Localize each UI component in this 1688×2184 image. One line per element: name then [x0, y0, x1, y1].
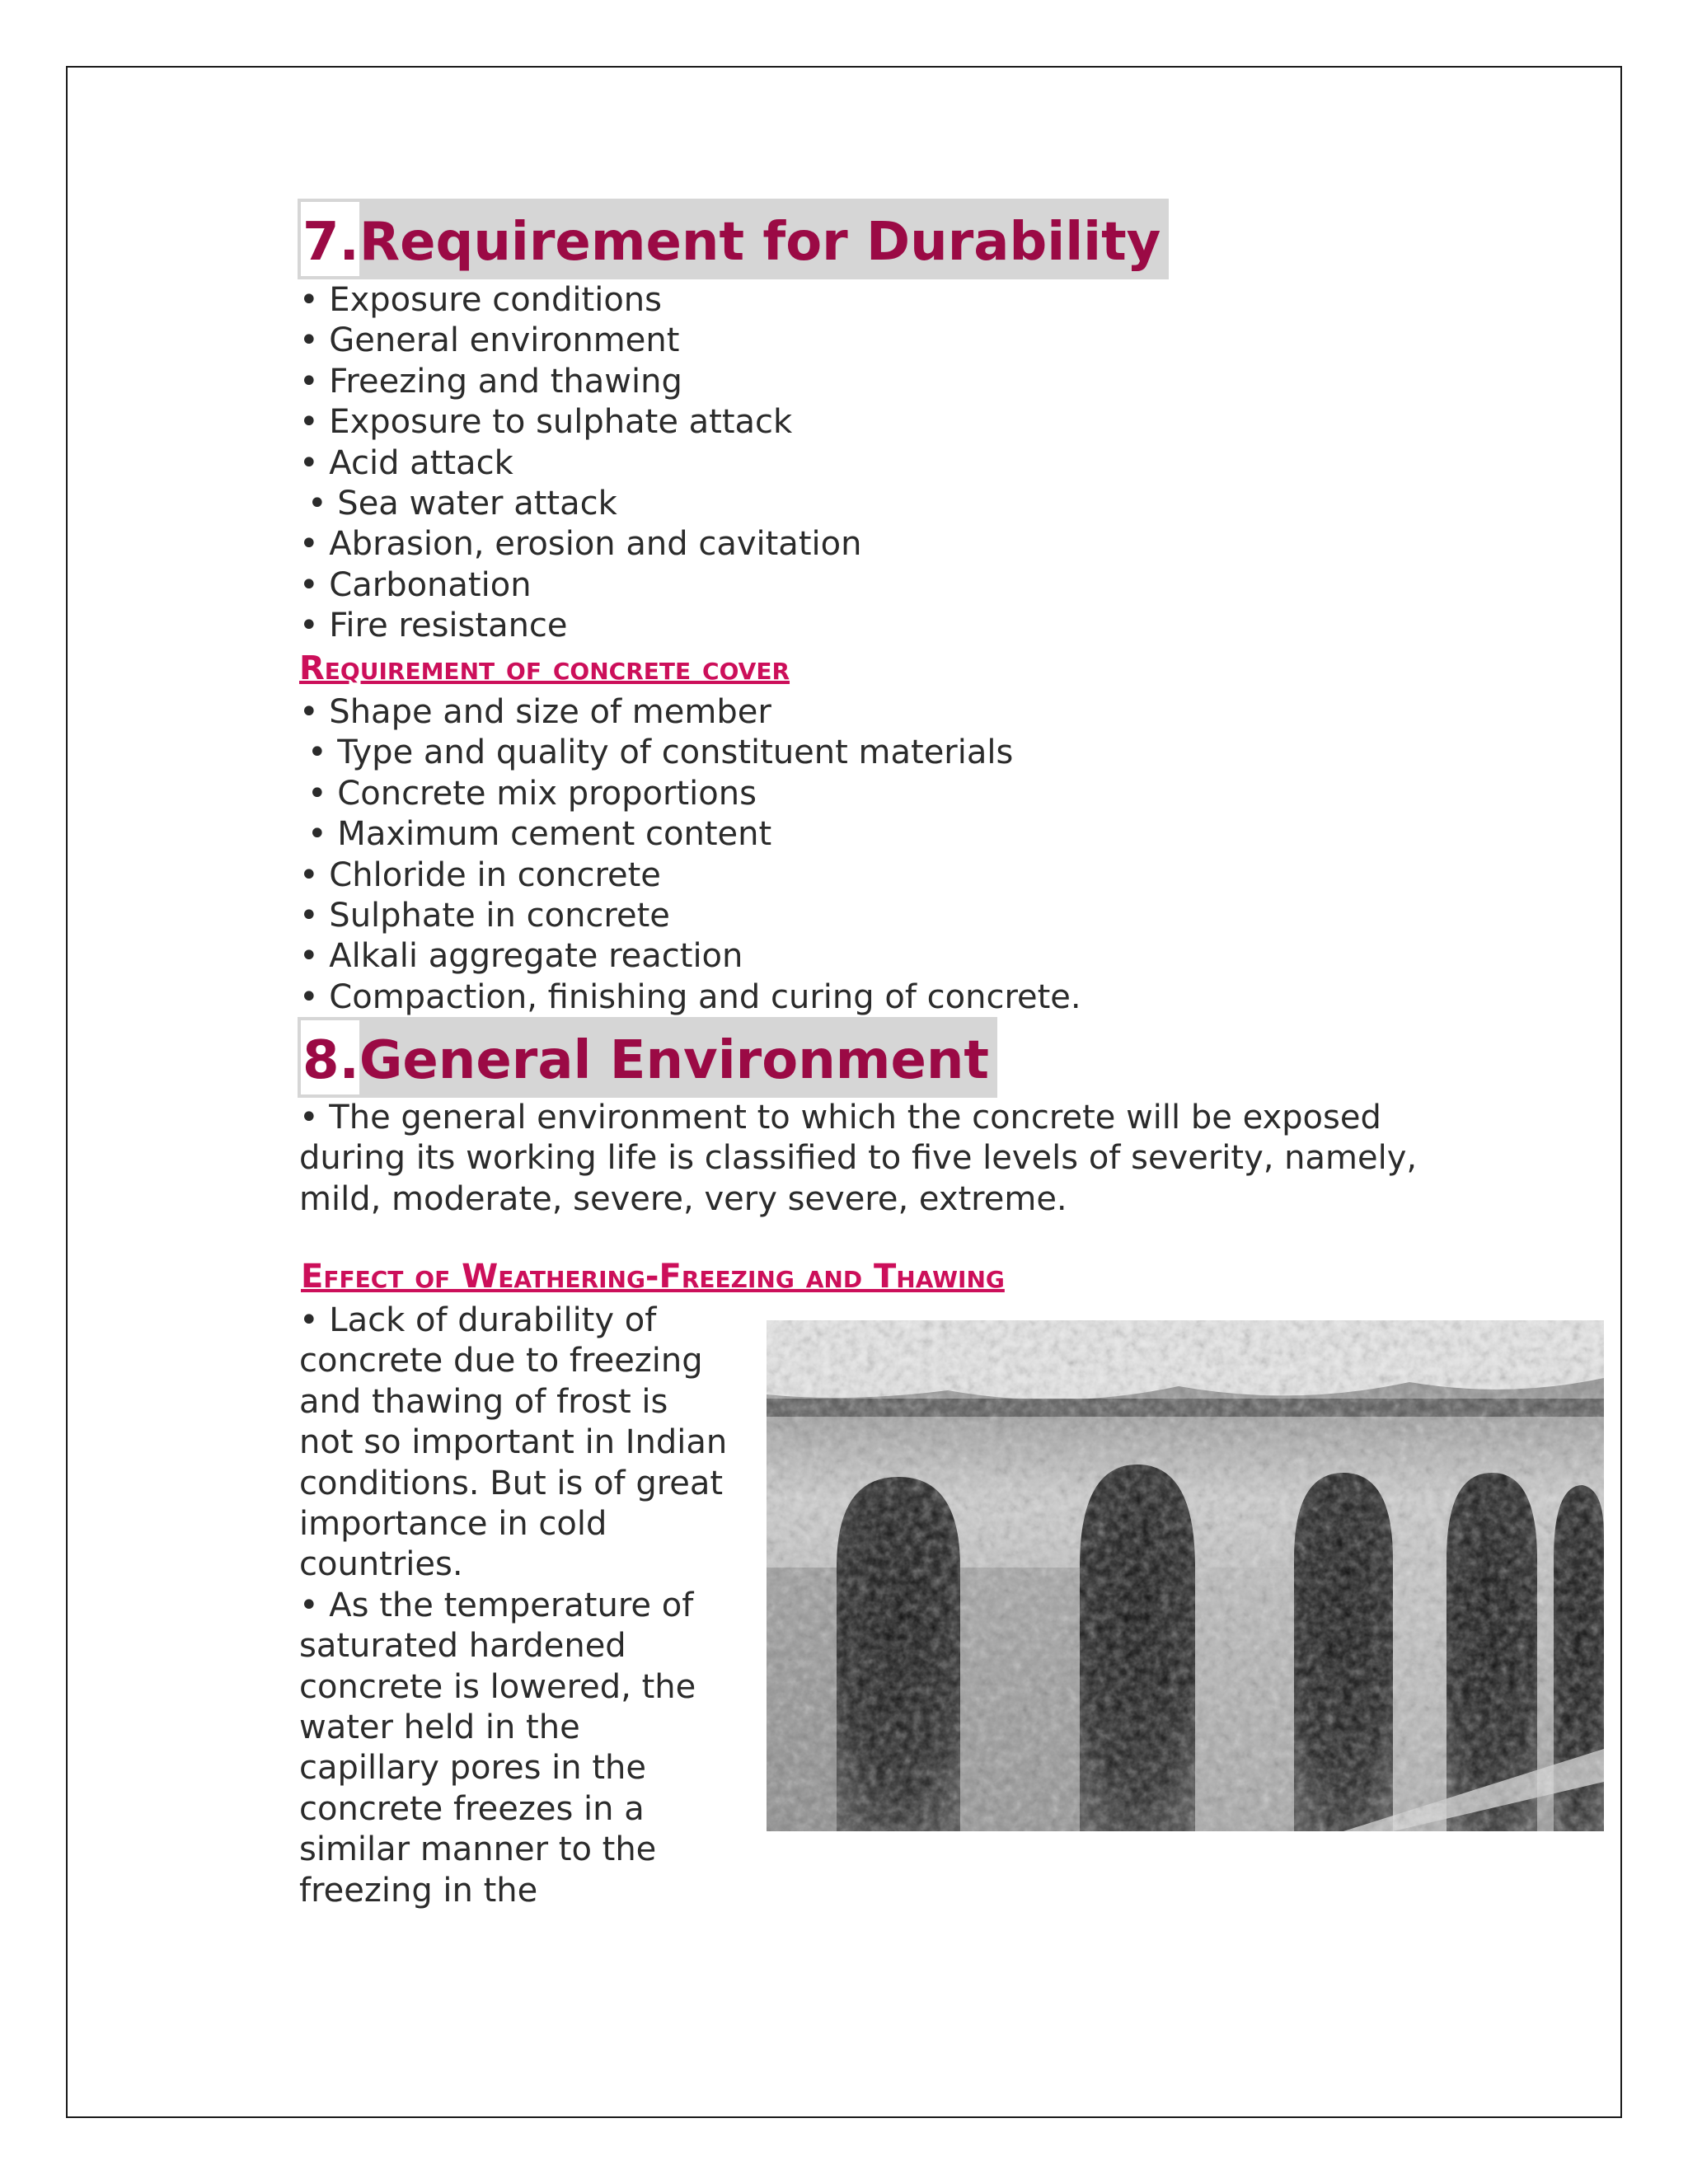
list-item: • Chloride in concrete [299, 855, 661, 894]
section-8-title: General Environment [359, 1030, 989, 1091]
list-item: • Alkali aggregate reaction [299, 937, 743, 976]
concrete-cover-heading: Requirement of concrete cover [299, 649, 790, 687]
list-item: • Acid attack [299, 443, 513, 482]
list-item: • Freezing and thawing [299, 362, 682, 401]
weathering-paragraph-2: • As the temperature of saturated hardened concrete is lowered, the water held in the capillary pores in the concrete freezes in a similar manner to the freezing in the [299, 1586, 696, 1910]
list-item: • General environment [299, 321, 680, 360]
list-item: • Abrasion, erosion and cavitation [299, 525, 862, 564]
weathering-text [299, 1301, 728, 1911]
list-item: • Exposure conditions [299, 281, 662, 319]
general-environment-paragraph: • The general environment to which the concrete will be exposed during its working life is classified to five levels of severity, namely, mild, moderate, severe, very severe, extreme. [299, 1099, 1418, 1218]
concrete-cover-list [299, 692, 1081, 1018]
list-item: • Fire resistance [299, 607, 568, 645]
list-item: • Sea water attack [307, 484, 617, 523]
list-item: • Type and quality of constituent materials [307, 733, 1014, 772]
section-7-heading [298, 199, 1169, 279]
freeze-thaw-damage-photo [767, 1320, 1604, 1831]
section-7-title: Requirement for Durability [359, 212, 1161, 273]
list-item: • Concrete mix proportions [307, 774, 757, 813]
list-item: • Exposure to sulphate attack [299, 403, 793, 442]
weathering-heading: Effect of Weathering-Freezing and Thawing [301, 1258, 1005, 1296]
section-8-heading [298, 1017, 997, 1098]
list-item: • Carbonation [299, 565, 532, 604]
list-item: • Maximum cement content [307, 815, 772, 854]
weathering-paragraph-1: • Lack of durability of concrete due to freezing and thawing of frost is not so important in Indian conditions. But is of great importance in cold countries. [299, 1301, 728, 1584]
section-7-number: 7. [301, 202, 359, 276]
list-item: • Sulphate in concrete [299, 896, 670, 935]
section-8-number: 8. [301, 1020, 359, 1094]
list-item: • Compaction, finishing and curing of concrete. [299, 977, 1081, 1016]
list-item: • Shape and size of member [299, 693, 771, 731]
durability-list [299, 280, 861, 647]
